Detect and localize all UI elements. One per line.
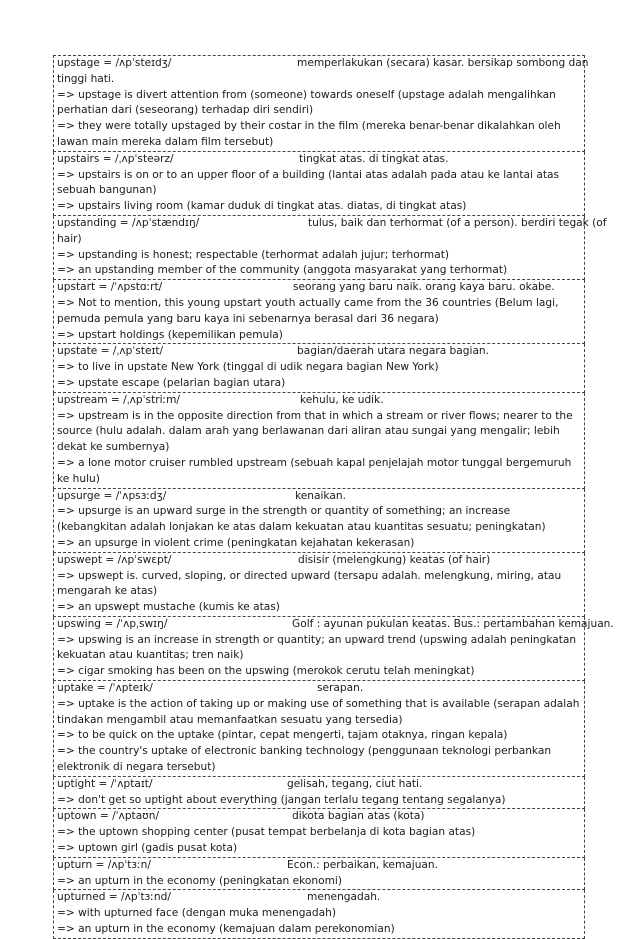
example-line: => upstairs is on or to an upper floor of a building (lantai atas adalah pada atau ke lantai atas sebuah bangunan) [57,168,559,197]
entry-word: upswept = /ʌpˈswɛpt/ [57,553,172,566]
entry-uptight [53,777,585,810]
example-line: => an upswept mustache (kumis ke atas) [57,601,280,614]
entry-head [57,280,581,296]
entry-word: upstate = /ˌʌpˈsteɪt/ [57,345,164,358]
entry-head [57,858,581,874]
entry-head [57,152,581,168]
entry-upswept [53,553,585,617]
example-line: => upstage is divert attention from (someone) towards oneself (upstage adalah mengalihkan perhatian dari (seseorang) terhadap diri sendiri) [57,88,556,117]
example-line: => don't get so uptight about everything (jangan terlalu tegang tentang segalanya) [57,793,506,806]
entry-meaning: serapan. [317,682,364,695]
entry-word: upsurge = /ˈʌpsɜːdʒ/ [57,489,167,502]
entry-line: hair) [57,232,82,245]
entry-uptake [53,681,585,777]
entry-head [57,393,581,409]
entry-head [57,344,581,360]
entry-meaning: Golf : ayunan pukulan keatas. Bus.: pertambahan kemajuan. [292,617,614,630]
entry-head [57,216,607,232]
example-line: => upswept is. curved, sloping, or directed upward (tersapu adalah. melengkung, miring, atau mengarah ke atas) [57,569,562,598]
entry-upstate [53,344,585,392]
entry-word: upstage = /ʌpˈsteɪdʒ/ [57,57,172,69]
entry-upstage [53,55,589,152]
example-line: => uptake is the action of taking up or making use of something that is available (serapan adalah tindakan mengambil atau memanfaatkan sesuatu yang tersedia) [57,697,580,726]
example-line: => cigar smoking has been on the upswing (merokok cerutu telah meningkat) [57,665,475,678]
entry-meaning: kehulu, ke udik. [300,393,384,406]
entry-uptown [53,809,585,857]
entry-head [57,777,581,793]
dictionary-page [53,55,614,939]
example-line: => upstart holdings (kepemilikan pemula) [57,328,283,341]
example-line: => to be quick on the uptake (pintar, cepat mengerti, tajam otaknya, ringan kepala) [57,729,508,742]
entry-upturn [53,858,585,891]
entry-word: uptake = /ˈʌpteɪk/ [57,682,153,695]
example-line: => to live in upstate New York (tinggal di udik negara bagian New York) [57,361,439,374]
entry-head [57,890,581,906]
entry-head [57,617,614,633]
entry-meaning: gelisah, tegang, ciut hati. [287,777,423,790]
example-line: => upstanding is honest; respectable (terhormat adalah jujur; terhormat) [57,248,450,261]
entry-meaning: kenaikan. [295,489,346,502]
entry-head [57,809,581,825]
entry-head [57,489,581,505]
entry-meaning: disisir (melengkung) keatas (of hair) [298,553,491,566]
entry-word: upstart = /ˈʌpstɑːrt/ [57,281,163,294]
entry-word: upturned = /ʌpˈtɜːnd/ [57,891,171,904]
example-line: => an upturn in the economy (peningkatan ekonomi) [57,874,342,887]
entry-meaning: tingkat atas. di tingkat atas. [299,152,449,165]
example-line: => upswing is an increase in strength or quantity; an upward trend (upswing adalah peningkatan kekuatan atau kuantitas; tren naik) [57,633,577,662]
entry-meaning: tulus, baik dan terhormat (of a person). berdiri tegak (of [308,216,607,229]
example-line: => upsurge is an upward surge in the strength or quantity of something; an increase (kebangkitan adalah lonjakan ke atas dalam kekuatan atau kuantitas sesuatu; peningkatan) [57,505,546,534]
entry-meaning: dikota bagian atas (kota) [292,810,425,823]
example-line: => an upsurge in violent crime (peningkatan kejahatan kekerasan) [57,536,415,549]
entry-meaning: seorang yang baru naik. orang kaya baru. okabe. [293,281,555,294]
example-line: => uptown girl (gadis pusat kota) [57,842,238,855]
example-line: => the country's uptake of electronic banking technology (penggunaan teknologi perbankan elektronik di negara tersebut) [57,745,552,774]
entry-upturned [53,890,585,938]
entry-line: tinggi hati. [57,72,115,85]
entry-word: upstream = /ˌʌpˈstriːm/ [57,393,180,406]
entry-upstanding [53,216,607,280]
example-line: => with upturned face (dengan muka menengadah) [57,907,336,920]
entry-upswing [53,617,614,681]
entry-meaning: memperlakukan (secara) kasar. bersikap sombong dan [297,57,589,69]
example-line: => the uptown shopping center (pusat tempat berbelanja di kota bagian atas) [57,826,476,839]
example-line: => a lone motor cruiser rumbled upstream (sebuah kapal penjelajah motor tunggal bergemuruh ke hulu) [57,456,572,485]
example-line: => an upturn in the economy (kemajuan dalam perekonomian) [57,923,395,936]
entry-meaning: bagian/daerah utara negara bagian. [297,345,490,358]
entry-upstream [53,393,585,489]
entry-word: upstairs = /ˌʌpˈsteərz/ [57,152,174,165]
example-line: => upstream is in the opposite direction from that in which a stream or river flows; nearer to the source (hulu adalah. dalam arah yang berlawanan dari aliran atau sungai yang mengalir; lebih dekat ke sumbernya) [57,409,573,454]
entry-word: upturn = /ʌpˈtɜːn/ [57,858,151,871]
entry-meaning: Econ.: perbaikan, kemajuan. [287,858,438,871]
entry-head [57,553,581,569]
example-line: => Not to mention, this young upstart youth actually came from the 36 countries (Belum lagi, pemuda pemula yang baru kaya ini sebenarnya berasal dari 36 negara) [57,296,559,325]
example-line: => upstairs living room (kamar duduk di tingkat atas. diatas, di tingkat atas) [57,200,467,213]
example-line: => they were totally upstaged by their costar in the film (mereka benar-benar dikalahkan oleh lawan main mereka dalam film tersebut) [57,120,561,148]
entry-head [57,681,581,697]
entry-word: uptown = /ˈʌptaʊn/ [57,810,160,823]
entry-word: uptight = /ˈʌptaɪt/ [57,777,153,790]
entry-word: upswing = /ˈʌpˌswɪŋ/ [57,617,168,630]
entry-upstairs [53,152,585,216]
entry-word: upstanding = /ʌpˈstændɪŋ/ [57,216,200,229]
example-line: => an upstanding member of the community (anggota masyarakat yang terhormat) [57,264,508,277]
example-line: => upstate escape (pelarian bagian utara) [57,376,286,389]
entry-head [57,56,589,72]
entry-meaning: menengadah. [307,891,381,904]
entry-upsurge [53,489,585,553]
entry-upstart [53,280,585,344]
